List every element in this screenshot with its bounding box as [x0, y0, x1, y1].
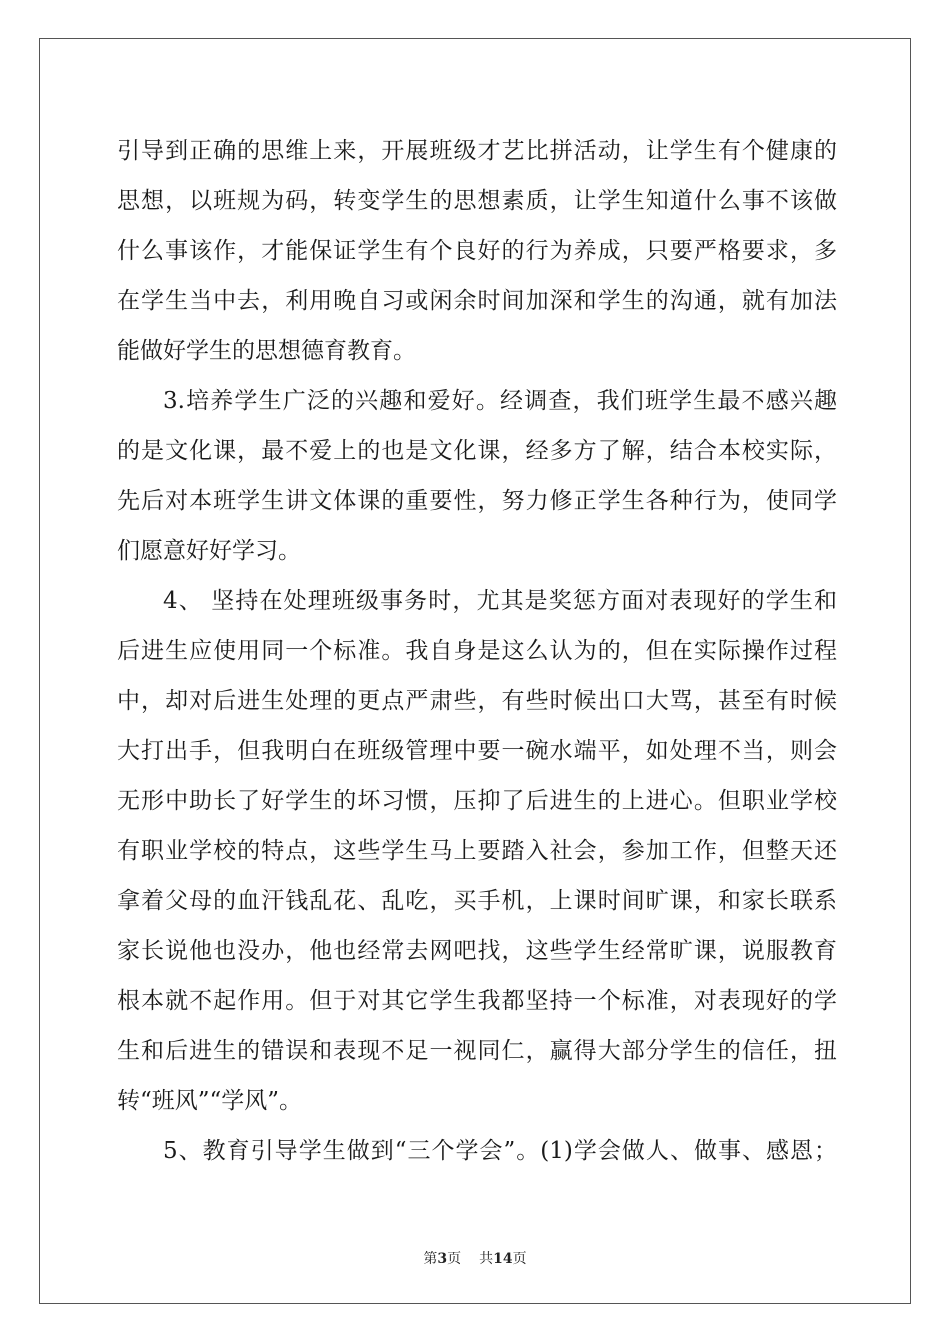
text-line: 家长说他也没办，他也经常去网吧找，这些学生经常旷课，说服教育 — [117, 938, 837, 964]
footer-total-suffix: 页 — [512, 1251, 527, 1267]
footer-page-suffix: 页 — [447, 1251, 462, 1267]
text-line: 拿着父母的血汗钱乱花、乱吃，买手机，上课时间旷课，和家长联系 — [117, 888, 837, 914]
text-line: 根本就不起作用。但于对其它学生我都坚持一个标准，对表现好的学 — [117, 988, 837, 1014]
text-line: 什么事该作，才能保证学生有个良好的行为养成，只要严格要求，多 — [117, 238, 837, 264]
text-line: 思想，以班规为码，转变学生的思想素质，让学生知道什么事不该做 — [117, 188, 837, 214]
total-pages-number: 14 — [493, 1251, 513, 1267]
text-line: 有职业学校的特点，这些学生马上要踏入社会，参加工作，但整天还 — [117, 838, 837, 864]
document-body — [117, 126, 837, 1176]
text-line: 转“班风”“学风”。 — [117, 1088, 303, 1114]
text-line: 生和后进生的错误和表现不足一视同仁，赢得大部分学生的信任，扭 — [117, 1038, 837, 1064]
text-line: 4、 坚持在处理班级事务时，尤其是奖惩方面对表现好的学生和 — [163, 588, 837, 614]
text-line: 5、教育引导学生做到“三个学会”。(1)学会做人、做事、感恩； — [163, 1138, 837, 1164]
footer-total-prefix: 共 — [479, 1251, 494, 1267]
text-line: 先后对本班学生讲文体课的重要性，努力修正学生各种行为，使同学 — [117, 488, 837, 514]
text-line: 的是文化课，最不爱上的也是文化课，经多方了解，结合本校实际， — [117, 438, 837, 464]
text-line: 能做好学生的思想德育教育。 — [117, 338, 416, 364]
text-line: 中，却对后进生处理的更点严肃些，有些时候出口大骂，甚至有时候 — [117, 688, 837, 714]
text-line: 大打出手，但我明白在班级管理中要一碗水端平，如处理不当，则会 — [117, 738, 837, 764]
text-line: 3.培养学生广泛的兴趣和爱好。经调查，我们班学生最不感兴趣 — [163, 388, 837, 414]
text-line: 在学生当中去，利用晚自习或闲余时间加深和学生的沟通，就有加法 — [117, 288, 837, 314]
footer-prefix: 第 — [423, 1251, 438, 1267]
current-page-number: 3 — [437, 1251, 448, 1267]
text-line: 们愿意好好学习。 — [117, 538, 301, 564]
text-line: 无形中助长了好学生的坏习惯，压抑了后进生的上进心。但职业学校 — [117, 788, 837, 814]
text-line: 后进生应使用同一个标准。我自身是这么认为的，但在实际操作过程 — [117, 638, 837, 664]
text-line: 引导到正确的思维上来，开展班级才艺比拼活动，让学生有个健康的 — [117, 138, 837, 164]
page-footer — [0, 1248, 950, 1268]
